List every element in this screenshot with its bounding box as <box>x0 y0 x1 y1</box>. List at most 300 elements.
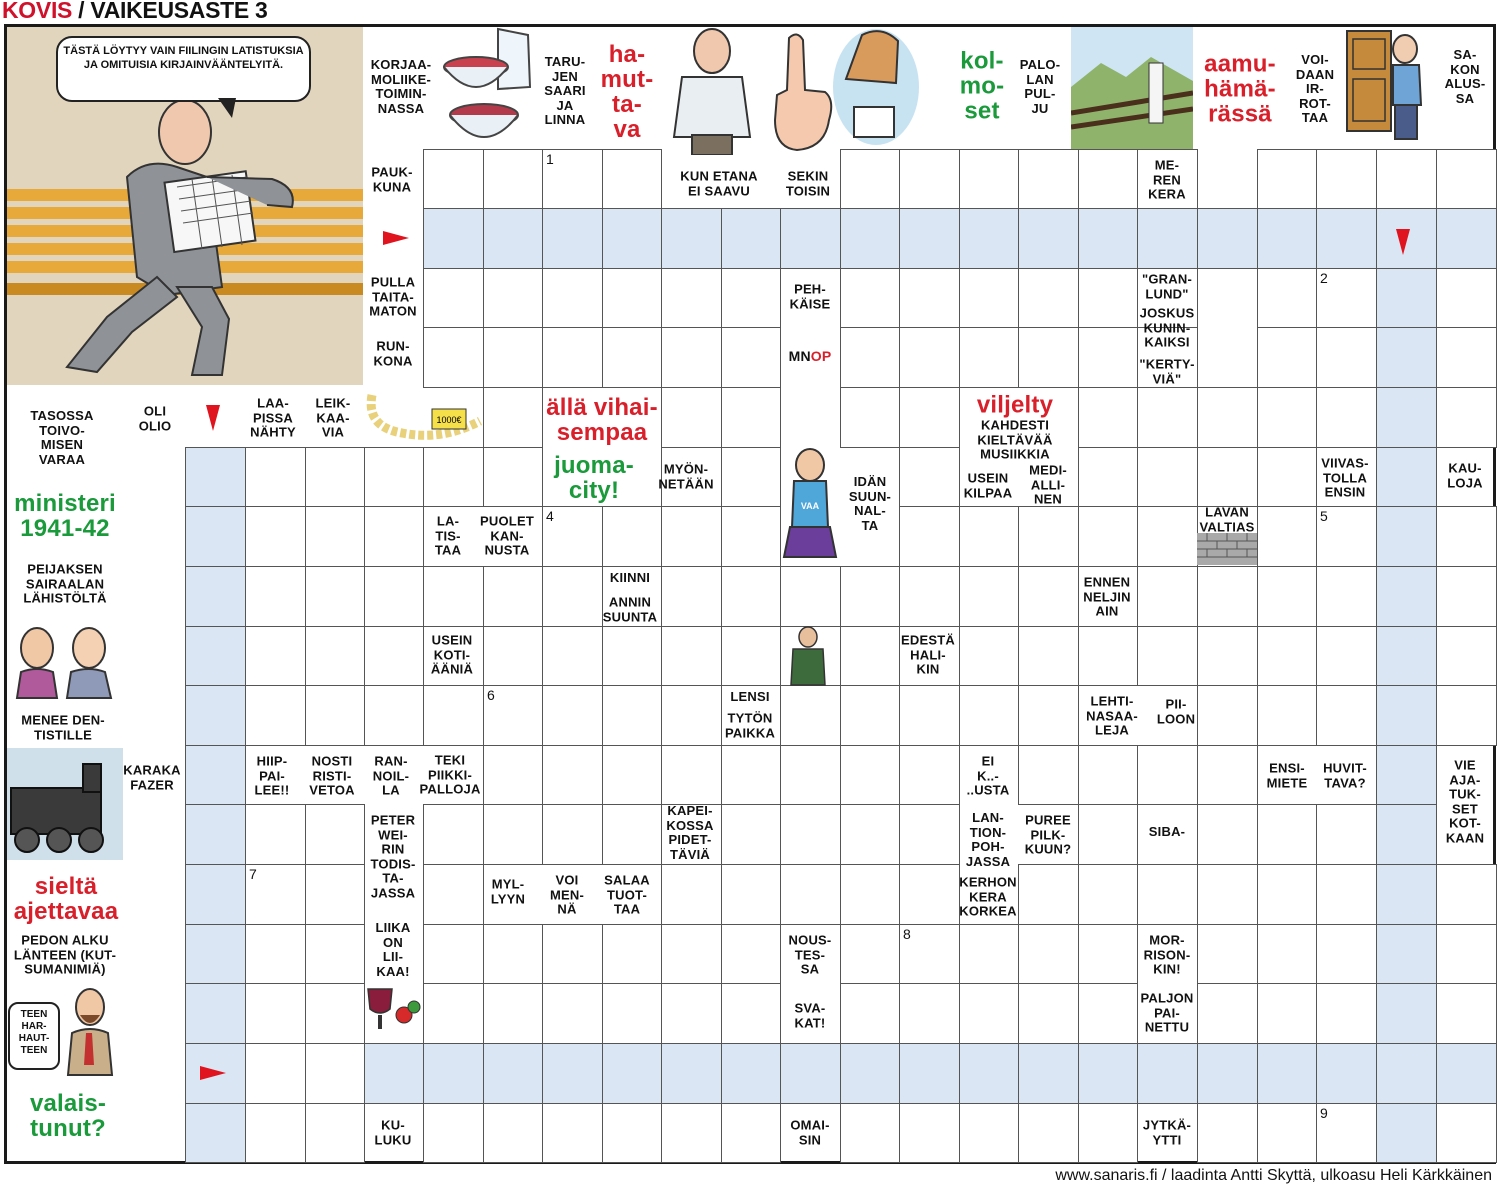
grid-cell[interactable] <box>542 1043 603 1104</box>
grid-cell[interactable] <box>899 804 960 865</box>
grid-cell[interactable] <box>245 447 306 507</box>
grid-cell[interactable] <box>1257 447 1317 507</box>
grid-cell[interactable] <box>483 1103 543 1163</box>
grid-cell[interactable] <box>1078 506 1138 567</box>
grid-cell[interactable] <box>721 924 781 984</box>
grid-cell[interactable] <box>1257 1043 1317 1104</box>
grid-cell[interactable] <box>1376 745 1437 805</box>
grid-cell[interactable] <box>1137 745 1198 805</box>
grid-cell[interactable] <box>1436 1103 1497 1163</box>
grid-cell[interactable] <box>185 1103 246 1163</box>
clue: TYTÖN PAIKKA <box>724 710 776 740</box>
grid-cell[interactable] <box>1376 149 1437 209</box>
grid-cell[interactable] <box>1078 924 1138 984</box>
grid-cell[interactable] <box>483 685 543 746</box>
grid-cell[interactable] <box>840 685 900 746</box>
grid-cell[interactable] <box>602 208 662 269</box>
grid-cell[interactable] <box>602 327 662 388</box>
grid-cell[interactable] <box>840 864 900 925</box>
grid-cell[interactable] <box>721 208 781 269</box>
grid-cell[interactable] <box>1376 924 1437 984</box>
grid-cell[interactable] <box>1197 1103 1258 1163</box>
clue-green: valais- tunut? <box>29 1090 107 1142</box>
grid-cell[interactable] <box>721 387 781 448</box>
grid-cell[interactable] <box>602 1103 662 1163</box>
grid-cell[interactable] <box>542 268 603 328</box>
grid-cell[interactable] <box>1436 208 1497 269</box>
grid-cell[interactable] <box>1316 685 1377 746</box>
grid-cell[interactable] <box>483 327 543 388</box>
grid-cell[interactable] <box>245 1043 306 1104</box>
grid-cell[interactable] <box>483 268 543 328</box>
grid-cell[interactable] <box>1018 685 1079 746</box>
grid-cell[interactable] <box>959 149 1019 209</box>
grid-cell[interactable] <box>1018 327 1079 388</box>
grid-cell[interactable] <box>423 149 484 209</box>
grid-cell[interactable] <box>245 983 306 1044</box>
grid-cell[interactable] <box>899 208 960 269</box>
grid-cell[interactable] <box>305 1043 365 1104</box>
grid-cell[interactable] <box>1078 268 1138 328</box>
grid-cell[interactable] <box>185 864 246 925</box>
grid-cell[interactable] <box>899 864 960 925</box>
grid-cell[interactable] <box>661 327 722 388</box>
grid-cell[interactable] <box>899 447 960 507</box>
grid-cell[interactable] <box>1257 387 1317 448</box>
grid-cell[interactable] <box>423 804 484 865</box>
grid-cell[interactable] <box>780 208 841 269</box>
grid-cell[interactable] <box>305 924 365 984</box>
grid-cell[interactable] <box>1316 327 1377 388</box>
grid-cell[interactable] <box>1078 1103 1138 1163</box>
grid-cell[interactable] <box>959 983 1019 1044</box>
grid-cell[interactable] <box>840 626 900 686</box>
grid-cell[interactable] <box>305 983 365 1044</box>
grid-cell[interactable] <box>1197 208 1258 269</box>
grid-cell[interactable] <box>1316 924 1377 984</box>
grid-cell[interactable] <box>423 268 484 328</box>
grid-cell[interactable] <box>840 1043 900 1104</box>
grid-cell[interactable] <box>1257 506 1317 567</box>
grid-cell[interactable] <box>542 1103 603 1163</box>
grid-cell[interactable] <box>483 447 543 507</box>
grid-cell[interactable] <box>1197 924 1258 984</box>
grid-cell[interactable] <box>305 1103 365 1163</box>
grid-cell[interactable] <box>1197 566 1258 627</box>
small-speech-bubble: TEEN HAR-HAUT-TEEN <box>8 1002 60 1070</box>
grid-cell[interactable] <box>959 327 1019 388</box>
grid-cell[interactable] <box>1137 626 1198 686</box>
grid-cell[interactable] <box>780 745 841 805</box>
grid-cell[interactable] <box>959 506 1019 567</box>
grid-cell[interactable] <box>1018 983 1079 1044</box>
grid-cell[interactable] <box>721 1043 781 1104</box>
grid-cell[interactable] <box>780 804 841 865</box>
grid-cell[interactable] <box>1257 566 1317 627</box>
grid-cell[interactable] <box>780 1043 841 1104</box>
grid-cell[interactable] <box>1078 864 1138 925</box>
grid-cell[interactable] <box>1137 506 1198 567</box>
grid-cell[interactable] <box>1078 327 1138 388</box>
grid-cell[interactable] <box>602 1043 662 1104</box>
grid-cell[interactable] <box>721 566 781 627</box>
grid-cell[interactable] <box>305 804 365 865</box>
grid-cell[interactable] <box>959 1103 1019 1163</box>
grid-cell[interactable] <box>1257 924 1317 984</box>
grid-cell[interactable] <box>423 685 484 746</box>
grid-cell[interactable] <box>1436 626 1497 686</box>
grid-cell[interactable] <box>661 268 722 328</box>
grid-cell[interactable] <box>1376 626 1437 686</box>
grid-cell[interactable] <box>1316 1043 1377 1104</box>
grid-cell[interactable] <box>1316 983 1377 1044</box>
grid-cell[interactable] <box>1078 983 1138 1044</box>
grid-cell[interactable] <box>661 387 722 448</box>
grid-cell[interactable] <box>840 387 900 448</box>
grid-cell[interactable] <box>1257 685 1317 746</box>
grid-cell[interactable] <box>1436 1043 1497 1104</box>
grid-cell[interactable] <box>542 208 603 269</box>
grid-cell[interactable] <box>1018 745 1079 805</box>
grid-cell[interactable] <box>959 566 1019 627</box>
grid-cell[interactable] <box>840 745 900 805</box>
grid-cell[interactable] <box>721 268 781 328</box>
grid-cell[interactable] <box>1316 268 1377 328</box>
grid-cell[interactable] <box>602 745 662 805</box>
grid-cell[interactable] <box>959 268 1019 328</box>
grid-cell[interactable] <box>840 804 900 865</box>
grid-cell[interactable] <box>1078 447 1138 507</box>
grid-cell[interactable] <box>1257 626 1317 686</box>
grid-cell[interactable] <box>1018 566 1079 627</box>
grid-cell[interactable] <box>185 745 246 805</box>
grid-cell[interactable] <box>1137 447 1198 507</box>
grid-cell[interactable] <box>1018 1103 1079 1163</box>
clue: PII- LOON <box>1156 696 1196 726</box>
grid-cell[interactable] <box>1376 804 1437 865</box>
grid-cell[interactable] <box>1376 983 1437 1044</box>
grid-cell[interactable] <box>364 447 424 507</box>
grid-cell[interactable] <box>483 804 543 865</box>
grid-cell[interactable] <box>1436 506 1497 567</box>
grid-cell[interactable] <box>245 566 306 627</box>
grid-cell[interactable] <box>185 447 246 507</box>
grid-cell[interactable] <box>602 268 662 328</box>
grid-cell[interactable] <box>1436 924 1497 984</box>
grid-cell[interactable] <box>959 208 1019 269</box>
grid-cell[interactable] <box>483 149 543 209</box>
grid-cell[interactable] <box>542 983 603 1044</box>
grid-cell[interactable] <box>780 685 841 746</box>
grid-cell[interactable] <box>661 566 722 627</box>
grid-cell[interactable] <box>1018 149 1079 209</box>
grid-cell[interactable] <box>1257 983 1317 1044</box>
grid-cell[interactable] <box>661 208 722 269</box>
grid-cell[interactable] <box>899 1103 960 1163</box>
grid-cell[interactable] <box>899 924 960 984</box>
grid-cell[interactable] <box>602 626 662 686</box>
grid-cell[interactable] <box>899 506 960 567</box>
grid-cell[interactable] <box>1197 447 1258 507</box>
grid-cell[interactable] <box>1018 208 1079 269</box>
brand-label: KOVIS <box>2 0 73 23</box>
grid-cell[interactable] <box>1197 804 1258 865</box>
grid-cell[interactable] <box>185 924 246 984</box>
grid-cell[interactable] <box>1078 1043 1138 1104</box>
grid-cell[interactable] <box>661 626 722 686</box>
grid-cell[interactable] <box>185 626 246 686</box>
grid-cell[interactable] <box>245 685 306 746</box>
grid-cell[interactable] <box>364 1043 424 1104</box>
grid-cell[interactable] <box>1018 506 1079 567</box>
grid-cell[interactable] <box>840 924 900 984</box>
grid-cell[interactable] <box>721 626 781 686</box>
grid-cell[interactable] <box>1078 626 1138 686</box>
grid-cell[interactable] <box>185 685 246 746</box>
grid-cell[interactable] <box>542 149 603 209</box>
grid-cell[interactable] <box>542 924 603 984</box>
grid-cell[interactable] <box>1018 626 1079 686</box>
grid-cell[interactable] <box>1257 1103 1317 1163</box>
grid-cell[interactable] <box>1257 804 1317 865</box>
grid-cell[interactable] <box>899 566 960 627</box>
grid-cell[interactable] <box>305 566 365 627</box>
grid-cell[interactable] <box>661 1103 722 1163</box>
grid-cell[interactable] <box>899 685 960 746</box>
grid-cell[interactable] <box>1436 566 1497 627</box>
grid-cell[interactable] <box>364 566 424 627</box>
grid-cell[interactable] <box>1197 1043 1258 1104</box>
grid-cell[interactable] <box>1316 149 1377 209</box>
grid-cell[interactable] <box>780 566 841 627</box>
grid-cell[interactable] <box>423 447 484 507</box>
grid-cell[interactable] <box>1376 387 1437 448</box>
grid-cell[interactable] <box>1376 1043 1437 1104</box>
grid-cell[interactable] <box>305 864 365 925</box>
grid-cell[interactable] <box>305 685 365 746</box>
grid-cell[interactable] <box>305 447 365 507</box>
grid-cell[interactable] <box>1316 626 1377 686</box>
grid-cell[interactable] <box>602 983 662 1044</box>
grid-cell[interactable] <box>959 924 1019 984</box>
grid-cell[interactable] <box>661 1043 722 1104</box>
grid-cell[interactable] <box>185 506 246 567</box>
grid-cell[interactable] <box>721 327 781 388</box>
grid-cell[interactable] <box>245 804 306 865</box>
grid-cell[interactable] <box>245 626 306 686</box>
grid-cell[interactable] <box>1137 208 1198 269</box>
grid-cell[interactable] <box>483 745 543 805</box>
grid-cell[interactable] <box>602 149 662 209</box>
grid-cell[interactable] <box>542 506 603 567</box>
grid-cell[interactable] <box>1257 864 1317 925</box>
grid-cell[interactable] <box>1197 864 1258 925</box>
grid-cell[interactable] <box>1078 804 1138 865</box>
grid-cell[interactable] <box>483 924 543 984</box>
clue: SALAA TUOT- TAA <box>604 872 650 917</box>
grid-cell[interactable] <box>899 983 960 1044</box>
grid-cell[interactable] <box>1197 745 1258 805</box>
grid-cell[interactable] <box>899 387 960 448</box>
grid-cell[interactable] <box>899 149 960 209</box>
grid-cell[interactable] <box>1257 268 1317 328</box>
grid-cell[interactable] <box>1436 864 1497 925</box>
grid-cell[interactable] <box>305 506 365 567</box>
grid-cell[interactable] <box>542 566 603 627</box>
grid-cell[interactable] <box>245 506 306 567</box>
grid-cell[interactable] <box>1018 864 1079 925</box>
grid-cell[interactable] <box>1316 804 1377 865</box>
grid-cell[interactable] <box>542 745 603 805</box>
grid-cell[interactable] <box>305 626 365 686</box>
grid-cell[interactable] <box>721 983 781 1044</box>
clue: KAHDESTI KIELTÄVÄÄ MUSIIKKIA <box>977 417 1053 462</box>
grid-cell[interactable] <box>602 804 662 865</box>
grid-cell[interactable] <box>661 745 722 805</box>
grid-cell[interactable] <box>959 685 1019 746</box>
grid-cell[interactable] <box>721 1103 781 1163</box>
grid-cell[interactable] <box>423 1103 484 1163</box>
grid-cell[interactable] <box>661 864 722 925</box>
grid-cell[interactable] <box>1376 864 1437 925</box>
clue: "KERTY- VIÄ" <box>1139 356 1195 386</box>
grid-cell[interactable] <box>1376 566 1437 627</box>
grid-cell[interactable] <box>1197 387 1258 448</box>
grid-cell[interactable] <box>1257 327 1317 388</box>
grid-cell[interactable] <box>1078 208 1138 269</box>
grid-cell[interactable] <box>423 864 484 925</box>
grid-cell[interactable] <box>840 268 900 328</box>
grid-cell[interactable] <box>245 924 306 984</box>
grid-cell[interactable] <box>959 626 1019 686</box>
grid-cell[interactable] <box>483 1043 543 1104</box>
grid-cell[interactable] <box>899 268 960 328</box>
grid-cell[interactable] <box>1018 924 1079 984</box>
clue: PEH- KÄISE <box>789 281 831 311</box>
grid-cell[interactable] <box>721 447 781 507</box>
grid-cell[interactable] <box>840 149 900 209</box>
clue: IDÄN SUUN- NAL- TA <box>848 474 892 533</box>
grid-cell[interactable] <box>840 983 900 1044</box>
grid-cell[interactable] <box>483 387 543 448</box>
grid-cell[interactable] <box>483 566 543 627</box>
grid-cell[interactable] <box>1376 1103 1437 1163</box>
grid-cell[interactable] <box>1436 983 1497 1044</box>
grid-cell[interactable] <box>1197 983 1258 1044</box>
grid-cell[interactable] <box>1316 864 1377 925</box>
grid-cell[interactable] <box>721 804 781 865</box>
grid-cell[interactable] <box>1376 327 1437 388</box>
grid-cell[interactable] <box>959 1043 1019 1104</box>
grid-cell[interactable] <box>1316 1103 1377 1163</box>
grid-cell[interactable] <box>423 924 484 984</box>
grid-cell[interactable] <box>423 566 484 627</box>
grid-cell[interactable] <box>1436 685 1497 746</box>
bearded-man-illustration <box>62 985 118 1077</box>
grid-cell[interactable] <box>1376 447 1437 507</box>
grid-cell[interactable] <box>1436 268 1497 328</box>
clue: LEIK- KAA- VIA <box>315 395 351 440</box>
grid-cell[interactable] <box>364 506 424 567</box>
grid-cell[interactable] <box>1137 864 1198 925</box>
grid-cell[interactable] <box>542 327 603 388</box>
grid-cell[interactable] <box>602 685 662 746</box>
grid-cell[interactable] <box>1018 1043 1079 1104</box>
clue-letter-sequence <box>789 349 832 364</box>
grid-cell[interactable] <box>721 864 781 925</box>
grid-cell[interactable] <box>1376 506 1437 567</box>
grid-cell[interactable] <box>661 983 722 1044</box>
grid-cell[interactable] <box>1376 685 1437 746</box>
grid-cell[interactable] <box>1316 566 1377 627</box>
grid-cell[interactable] <box>899 745 960 805</box>
grid-cell[interactable] <box>840 327 900 388</box>
grid-cell[interactable] <box>1436 327 1497 388</box>
grid-cell[interactable] <box>721 506 781 567</box>
grid-cell[interactable] <box>1137 566 1198 627</box>
grid-cell[interactable] <box>899 327 960 388</box>
grid-cell[interactable] <box>1197 685 1258 746</box>
grid-cell[interactable] <box>245 864 306 925</box>
grid-cell[interactable] <box>1137 387 1198 448</box>
grid-cell[interactable] <box>483 208 543 269</box>
grid-cell[interactable] <box>364 685 424 746</box>
grid-cell[interactable] <box>1078 745 1138 805</box>
grid-cell[interactable] <box>1018 268 1079 328</box>
grid-cell[interactable] <box>483 983 543 1044</box>
grid-cell[interactable] <box>1078 149 1138 209</box>
grid-cell[interactable] <box>721 745 781 805</box>
grid-cell[interactable] <box>542 804 603 865</box>
grid-cell[interactable] <box>661 506 722 567</box>
grid-cell[interactable] <box>185 566 246 627</box>
grid-cell[interactable] <box>1316 387 1377 448</box>
grid-cell[interactable] <box>423 208 484 269</box>
grid-cell[interactable] <box>1257 149 1317 209</box>
grid-cell[interactable] <box>1376 268 1437 328</box>
grid-cell[interactable] <box>423 983 484 1044</box>
grid-cell[interactable] <box>542 626 603 686</box>
grid-cell[interactable] <box>1436 149 1497 209</box>
grid-cell[interactable] <box>542 685 603 746</box>
arrow-right-icon <box>200 1066 226 1080</box>
grid-cell[interactable] <box>1436 387 1497 448</box>
grid-cell[interactable] <box>1078 387 1138 448</box>
grid-cell[interactable] <box>1316 208 1377 269</box>
grid-cell[interactable] <box>840 1103 900 1163</box>
clue: LA- TIS- TAA <box>434 513 462 558</box>
grid-cell[interactable] <box>185 804 246 865</box>
grid-cell[interactable] <box>245 1103 306 1163</box>
grid-cell[interactable] <box>661 924 722 984</box>
grid-cell[interactable] <box>483 626 543 686</box>
grid-cell[interactable] <box>602 506 662 567</box>
grid-cell[interactable] <box>780 864 841 925</box>
grid-cell[interactable] <box>1257 208 1317 269</box>
grid-cell[interactable] <box>602 924 662 984</box>
grid-cell[interactable] <box>840 566 900 627</box>
grid-cell[interactable] <box>661 685 722 746</box>
grid-cell[interactable] <box>364 626 424 686</box>
grid-cell[interactable] <box>423 327 484 388</box>
grid-cell[interactable] <box>899 1043 960 1104</box>
grid-cell[interactable] <box>1197 626 1258 686</box>
grid-cell[interactable] <box>1137 1043 1198 1104</box>
grid-cell[interactable] <box>1316 506 1377 567</box>
grid-cell[interactable] <box>840 208 900 269</box>
grid-cell[interactable] <box>185 983 246 1044</box>
grid-cell[interactable] <box>423 1043 484 1104</box>
